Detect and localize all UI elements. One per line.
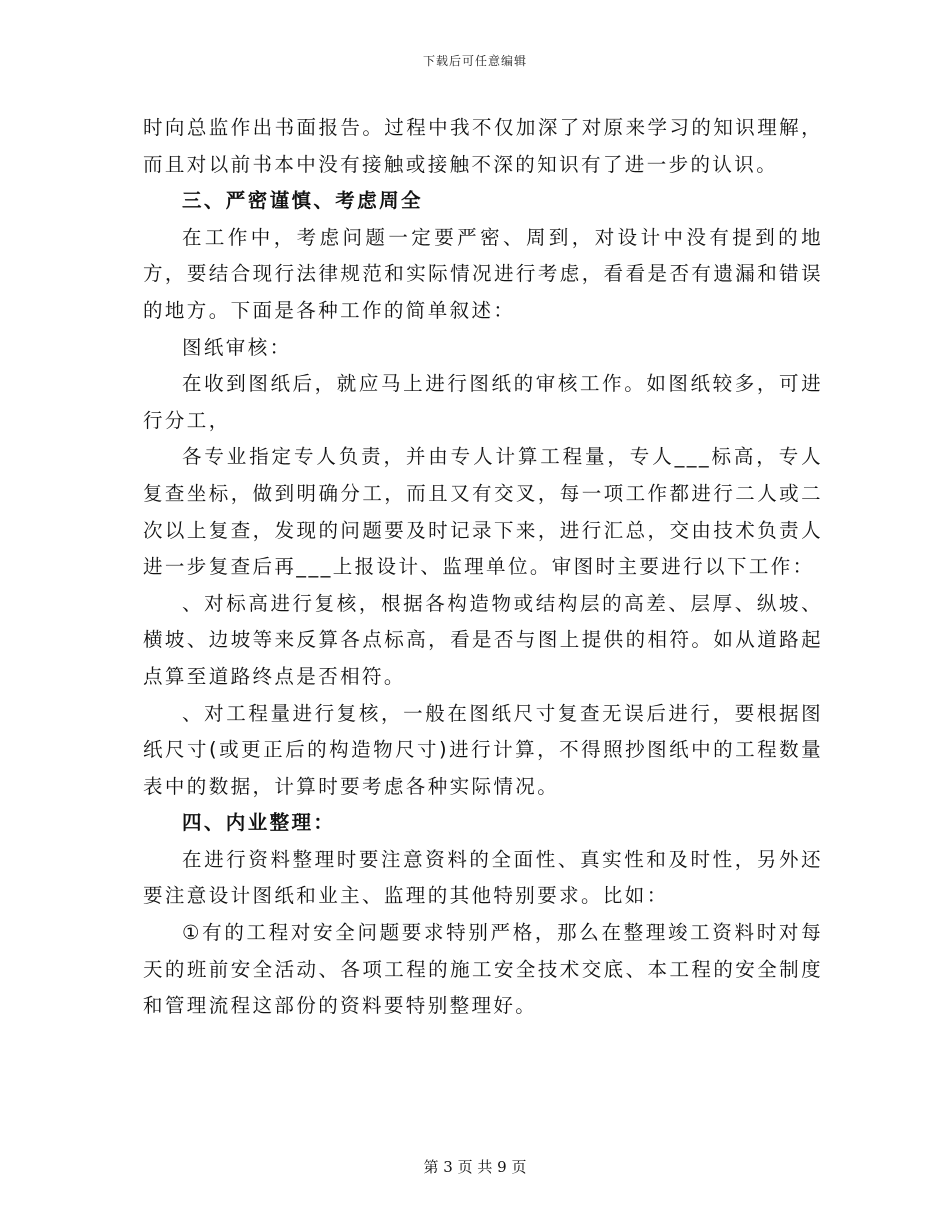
paragraph: 图纸审核： — [182, 335, 292, 359]
paragraph: 、对工程量进行复核，一般在图纸尺寸复查无误后进行，要根据图纸尺寸(或更正后的构造物尺寸)进行计算，不得照抄图纸中的工程数量表中的数据，计算时要考虑各种实际情况。 — [143, 701, 823, 798]
paragraph: 、对标高进行复核，根据各构造物或结构层的高差、层厚、纵坡、横坡、边坡等来反算各点标高，看是否与图上提供的相符。如从道路起点算至道路终点是否相符。 — [143, 591, 823, 688]
document-body — [143, 110, 823, 1025]
paragraph: 各专业指定专人负责，并由专人计算工程量，专人___标高，专人复查坐标，做到明确分工，而且又有交叉，每一项工作都进行二人或二次以上复查，发现的问题要及时记录下来，进行汇总，交由技术负责人进一步复查后再___上报设计、监理单位。审图时主要进行以下工作： — [143, 445, 823, 579]
paragraph: 时向总监作出书面报告。过程中我不仅加深了对原来学习的知识理解，而且对以前书本中没有接触或接触不深的知识有了进一步的认识。 — [143, 116, 823, 176]
page-footer: 第 3 页 共 9 页 — [423, 1158, 527, 1176]
paragraph: 在工作中，考虑问题一定要严密、周到，对设计中没有提到的地方，要结合现行法律规范和实际情况进行考虑，看看是否有遗漏和错误的地方。下面是各种工作的简单叙述： — [143, 225, 823, 322]
section-heading: 四、内业整理： — [182, 811, 336, 835]
section-heading: 三、严密谨慎、考虑周全 — [182, 189, 423, 213]
paragraph: ①有的工程对安全问题要求特别严格，那么在整理竣工资料时对每天的班前安全活动、各项工程的施工安全技术交底、本工程的安全制度和管理流程这部份的资料要特别整理好。 — [143, 921, 823, 1018]
page-header: 下载后可任意编辑 — [422, 54, 527, 68]
paragraph: 在进行资料整理时要注意资料的全面性、真实性和及时性，另外还要注意设计图纸和业主、监理的其他特别要求。比如： — [143, 847, 823, 908]
paragraph: 在收到图纸后，就应马上进行图纸的审核工作。如图纸较多，可进行分工， — [143, 372, 823, 432]
